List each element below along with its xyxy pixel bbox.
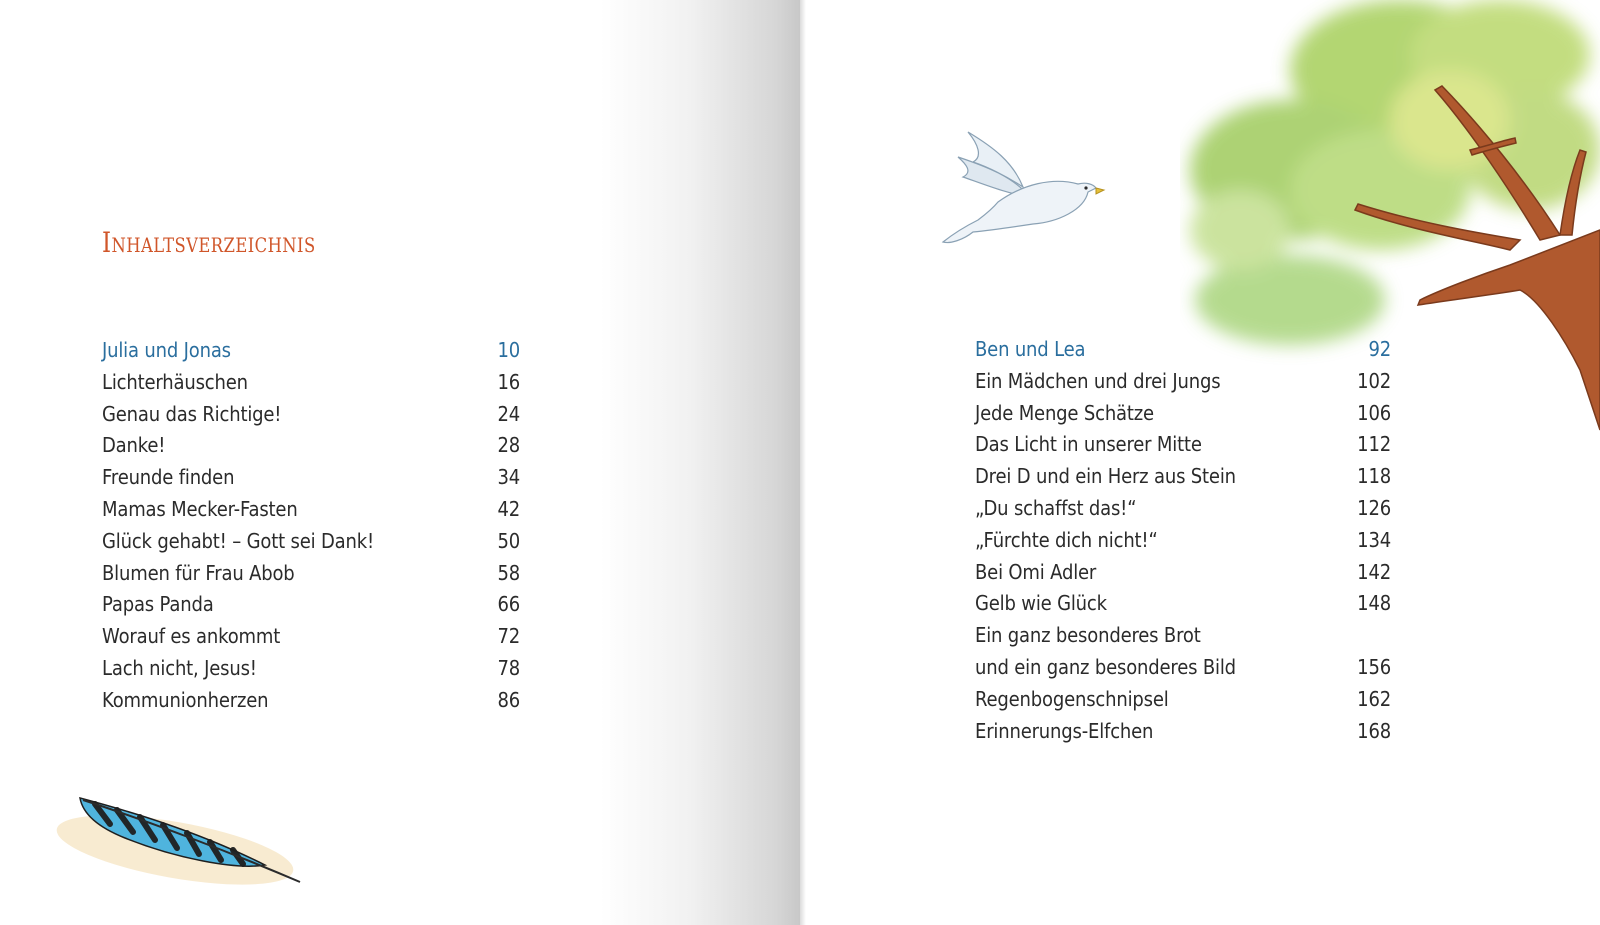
toc-entry [975,461,1391,493]
gutter-shadow [600,0,800,925]
toc-entry [102,462,520,494]
toc-entry [102,589,520,621]
toc-entry [102,526,520,558]
toc-entry-title: Worauf es ankommt [102,624,281,649]
toc-entry-title: Gelb wie Glück [975,591,1107,616]
toc-entry [975,429,1391,461]
toc-entry-title: Das Licht in unserer Mitte [975,432,1202,457]
toc-entry-page: 50 [497,528,520,553]
toc-entry [975,716,1391,748]
toc-entry [975,588,1391,620]
toc-entry-title: Ein Mädchen und drei Jungs [975,368,1221,393]
toc-entry-title: Ein ganz besonderes Brot [975,623,1201,648]
toc-entry-page: 24 [497,401,520,426]
toc-entry [975,525,1391,557]
toc-entry-page: 10 [497,338,520,362]
toc-entry [975,620,1391,652]
toc-section-heading [102,335,520,367]
toc-entry-page: 86 [497,687,520,712]
toc-entry-page: 156 [1357,654,1391,679]
toc-entry-page: 106 [1357,400,1391,425]
toc-entry-page: 134 [1357,527,1391,552]
toc-entry-page: 118 [1357,464,1391,489]
toc-entry [975,684,1391,716]
toc-entry [102,430,520,462]
toc-entry-title: Jede Menge Schätze [975,400,1154,425]
toc-entry-page: 34 [497,465,520,490]
toc-entry [975,493,1391,525]
toc-entry-page: 78 [497,655,520,680]
toc-entry-page: 16 [497,369,520,394]
toc-entry-title: Mamas Mecker-Fasten [102,496,298,521]
toc-entry-title: Kommunionherzen [102,687,269,712]
toc-entry-title: Bei Omi Adler [975,559,1097,584]
toc-entry-page: 112 [1357,432,1391,457]
toc-section-heading [975,334,1391,366]
toc-entry-title: „Fürchte dich nicht!“ [975,527,1158,552]
toc-entry-title: Papas Panda [102,592,214,617]
toc-entry-page: 142 [1357,559,1391,584]
toc-entry-page: 66 [497,592,520,617]
toc-entry [975,557,1391,589]
toc-entry-page: 28 [497,433,520,458]
toc-entry-page: 168 [1357,718,1391,743]
toc-entry [102,399,520,431]
toc-right-column [975,334,1391,747]
toc-entry [102,621,520,653]
toc-entry [975,398,1391,430]
toc-entry-title: Glück gehabt! – Gott sei Dank! [102,528,374,553]
toc-entry [975,652,1391,684]
toc-entry-title: Lach nicht, Jesus! [102,655,257,680]
toc-entry-title: Genau das Richtige! [102,401,282,426]
toc-entry-title: Regenbogenschnipsel [975,686,1169,711]
toc-entry [102,558,520,590]
toc-entry [102,367,520,399]
toc-entry [102,685,520,717]
toc-entry [102,494,520,526]
toc-entry-title: Danke! [102,433,166,458]
toc-title: Inhaltsverzeichnis [102,226,316,259]
gutter-edge [800,0,806,925]
toc-entry-title: Freunde finden [102,465,235,490]
toc-entry-title: „Du schaffst das!“ [975,495,1137,520]
toc-entry-page: 148 [1357,591,1391,616]
toc-entry-page: 162 [1357,686,1391,711]
toc-entry-title: Ben und Lea [975,337,1086,361]
toc-entry-page: 42 [497,496,520,521]
dove-illustration [938,122,1108,252]
toc-entry-title: Drei D und ein Herz aus Stein [975,464,1236,489]
toc-entry-page: 126 [1357,495,1391,520]
toc-entry [975,366,1391,398]
toc-entry-page: 92 [1368,337,1391,361]
toc-entry-title: Julia und Jonas [102,338,231,362]
toc-entry-page: 72 [497,624,520,649]
toc-entry-title: und ein ganz besonderes Bild [975,654,1236,679]
feather-illustration [55,790,315,905]
toc-left-column [102,335,520,717]
toc-entry-title: Erinnerungs-Elfchen [975,718,1154,743]
toc-entry-title: Blumen für Frau Abob [102,560,295,585]
toc-entry [102,653,520,685]
toc-entry-page: 58 [497,560,520,585]
toc-entry-title: Lichterhäuschen [102,369,248,394]
toc-entry-page: 102 [1357,368,1391,393]
